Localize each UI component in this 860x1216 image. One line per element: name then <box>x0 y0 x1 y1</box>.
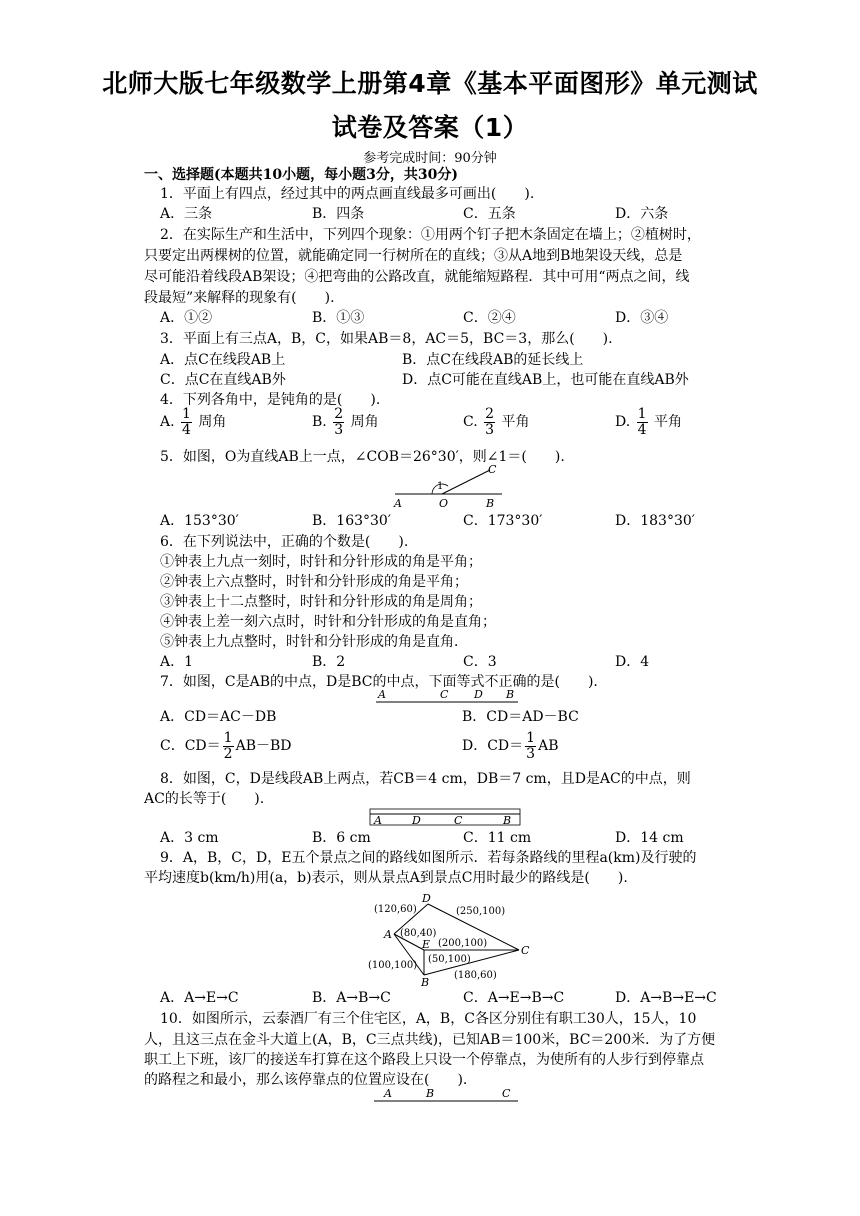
denominator: 3 <box>526 745 536 762</box>
option-text: AB <box>538 738 559 754</box>
q6-stem: 6．在下列说法中，正确的个数是( ). <box>160 534 409 550</box>
q2-option-b: B．①③ <box>312 310 365 326</box>
q6-item-5: ⑤钟表上九点整时，时针和分针形成的角是直角． <box>160 634 468 650</box>
q2-option-d: D．③④ <box>615 310 669 326</box>
q8-line-2: AC的长等于( ). <box>144 791 265 807</box>
label-e-c: (200,100) <box>438 938 488 949</box>
q4-option-b <box>312 404 379 440</box>
numerator: 1 <box>182 405 191 422</box>
q10-line-3: 职工上下班，该厂的接送车打算在这个路段上只设一个停靠点，为使所有的人步行到停靠点 <box>144 1052 704 1068</box>
q5-stem: 5．如图，O为直线AB上一点，∠COB＝26°30′，则∠1＝( ). <box>160 449 565 465</box>
point-b-label: B <box>486 497 495 510</box>
q6-option-c: C．3 <box>463 654 497 670</box>
label-e-b: (50,100) <box>428 954 471 965</box>
numerator: 1 <box>637 405 647 422</box>
q4-option-a <box>160 404 226 440</box>
label-a-d: (120,60) <box>374 904 417 915</box>
point-a-label: A <box>384 1087 392 1100</box>
point-c-label: C <box>488 463 497 476</box>
point-d-label: D <box>422 892 431 905</box>
fraction <box>484 407 495 438</box>
point-b-label: B <box>503 814 512 827</box>
q1-stem: 1．平面上有四点，经过其中的两点画直线最多可画出( ). <box>160 186 535 202</box>
q9-option-b: B．A→B→C <box>312 990 391 1006</box>
numerator: 2 <box>334 405 344 422</box>
title-line-2: 试卷及答案（1） <box>331 113 529 142</box>
point-a-label: A <box>378 688 386 701</box>
point-c-label: C <box>440 688 449 701</box>
q10-line-4: 的路程之和最小，那么该停靠点的位置应设在( ). <box>144 1072 468 1088</box>
q7-figure <box>372 688 522 708</box>
q1-option-d: D．六条 <box>615 206 669 222</box>
option-suffix: 平角 <box>654 414 683 430</box>
q10-line-2: 人，且这三点在金斗大道上(A，B，C三点共线)，已知AB＝100米，BC＝200米．为了方便 <box>144 1032 716 1048</box>
title-line-1: 北师大版七年级数学上册第4章《基本平面图形》单元测试 <box>102 69 758 98</box>
fraction <box>181 407 192 438</box>
point-a-label: A <box>394 497 402 510</box>
label-a-b: (100,100) <box>368 960 418 971</box>
q3-option-d: D．点C可能在直线AB上，也可能在直线AB外 <box>402 372 689 388</box>
point-b-label: B <box>421 976 430 989</box>
numerator: 2 <box>485 405 495 422</box>
q5-option-d: D．183°30′ <box>615 513 695 529</box>
q3-stem: 3．平面上有三点A，B，C，如果AB＝8，AC＝5，BC＝3，那么( ). <box>160 331 613 347</box>
q3-option-c: C．点C在直线AB外 <box>160 372 286 388</box>
q6-item-1: ①钟表上九点一刻时，时针和分针形成的角是平角； <box>160 554 482 570</box>
q8-option-d: D．14 cm <box>615 830 684 846</box>
denominator: 4 <box>182 421 191 438</box>
q9-option-c: C．A→E→B→C <box>463 990 565 1006</box>
q5-figure <box>390 464 510 510</box>
time-note: 参考完成时间：90分钟 <box>363 151 497 166</box>
q2-line-1: 2．在实际生产和生活中，下列四个现象：①用两个钉子把木条固定在墙上；②植树时， <box>160 227 701 243</box>
q6-option-d: D．4 <box>615 654 650 670</box>
label-b-c: (180,60) <box>454 970 497 981</box>
q7-option-a: A．CD＝AC－DB <box>160 709 277 725</box>
q4-option-c <box>463 404 530 440</box>
point-c-label: C <box>502 1087 511 1100</box>
q5-option-c: C．173°30′ <box>463 513 543 529</box>
q2-option-a: A．①② <box>160 310 213 326</box>
q1-option-a: A．三条 <box>160 206 213 222</box>
point-d-label: D <box>412 814 421 827</box>
option-text: AB－BD <box>235 738 292 754</box>
q6-option-a: A．1 <box>160 654 194 670</box>
q8-option-a: A．3 cm <box>160 830 219 846</box>
figure-frame <box>370 809 520 825</box>
q6-item-3: ③钟表上十二点整时，时针和分针形成的角是周角； <box>160 594 482 610</box>
q5-option-a: A．153°30′ <box>160 513 239 529</box>
q1-option-c: C．五条 <box>463 206 516 222</box>
q9-option-a: A．A→E→C <box>160 990 239 1006</box>
q6-item-4: ④钟表上差一刻六点时，时针和分针形成的角是直角； <box>160 614 496 630</box>
fraction <box>223 731 234 762</box>
label-a-e: (80,40) <box>400 928 437 939</box>
fraction <box>333 407 344 438</box>
option-text: C．CD＝ <box>160 738 221 754</box>
q9-line-2: 平均速度b(km/h)用(a，b)表示，则从景点A到景点C用时最少的路线是( ). <box>144 870 628 886</box>
q6-option-b: B．2 <box>312 654 346 670</box>
q2-line-3: 尽可能沿着线段AB架设；④把弯曲的公路改直，就能缩短路程．其中可用“两点之间，线 <box>144 269 690 285</box>
q7-option-d <box>462 728 559 764</box>
point-b-label: B <box>506 688 515 701</box>
option-suffix: 周角 <box>350 414 379 430</box>
q10-line-1: 10．如图所示，云泰酒厂有三个住宅区，A，B，C各区分别住有职工30人，15人，10 <box>160 1011 697 1027</box>
option-letter: B. <box>312 414 327 430</box>
numerator: 1 <box>526 729 536 746</box>
q7-option-c <box>160 728 292 764</box>
q8-option-c: C．11 cm <box>463 830 532 846</box>
denominator: 2 <box>223 745 233 762</box>
q9-option-d: D．A→B→E→C <box>615 990 717 1006</box>
denominator: 3 <box>485 421 495 438</box>
section-heading: 一、选择题(本题共10小题，每小题3分，共30分) <box>144 167 458 183</box>
denominator: 3 <box>334 421 344 438</box>
q1-option-b: B．四条 <box>312 206 365 222</box>
q9-route-figure <box>366 892 542 988</box>
point-o-label: O <box>439 497 449 510</box>
q4-stem: 4．下列各角中，是钝角的是( ). <box>160 392 381 408</box>
fraction <box>637 407 648 438</box>
point-c-label: C <box>521 944 530 957</box>
q8-line-1: 8．如图，C，D是线段AB上两点，若CB＝4 cm，DB＝7 cm，且D是AC的中点，则 <box>160 771 691 787</box>
point-e-label: E <box>422 938 431 951</box>
point-b-label: B <box>426 1087 435 1100</box>
option-suffix: 平角 <box>501 414 530 430</box>
q10-figure <box>370 1085 522 1107</box>
option-letter: C. <box>463 414 478 430</box>
q8-option-b: B．6 cm <box>312 830 371 846</box>
option-letter: D. <box>615 414 631 430</box>
q4-option-d <box>615 404 682 440</box>
q2-line-4: 段最短”来解释的现象有( ). <box>144 290 335 306</box>
q9-line-1: 9．A，B，C，D，E五个景点之间的路线如图所示．若每条路线的里程a(km)及行驶的 <box>160 850 697 866</box>
point-c-label: C <box>454 814 463 827</box>
q7-stem: 7．如图，C是AB的中点，D是BC的中点，下面等式不正确的是( ). <box>160 674 598 690</box>
q6-item-2: ②钟表上六点整时，时针和分针形成的角是平角； <box>160 574 468 590</box>
q7-option-b: B．CD＝AD－BC <box>462 709 579 725</box>
fraction <box>525 731 536 762</box>
denominator: 4 <box>637 421 647 438</box>
point-a-label: A <box>374 814 382 827</box>
numerator: 1 <box>223 729 233 746</box>
point-d-label: D <box>474 688 483 701</box>
label-d-c: (250,100) <box>456 906 506 917</box>
q5-option-b: B．163°30′ <box>312 513 392 529</box>
option-suffix: 周角 <box>198 414 227 430</box>
option-text: D．CD＝ <box>462 738 524 754</box>
angle-1-label: 1 <box>437 481 444 492</box>
q8-figure <box>368 806 524 828</box>
q2-line-2: 只要定出两棵树的位置，就能确定同一行树所在的直线；③从A地到B地架设天线，总是 <box>144 248 683 264</box>
option-letter: A. <box>160 414 175 430</box>
point-a-label: A <box>384 928 392 941</box>
q2-option-c: C．②④ <box>463 310 516 326</box>
ray-oc <box>442 470 490 494</box>
q3-option-a: A．点C在线段AB上 <box>160 352 286 368</box>
q3-option-b: B．点C在线段AB的延长线上 <box>402 352 584 368</box>
